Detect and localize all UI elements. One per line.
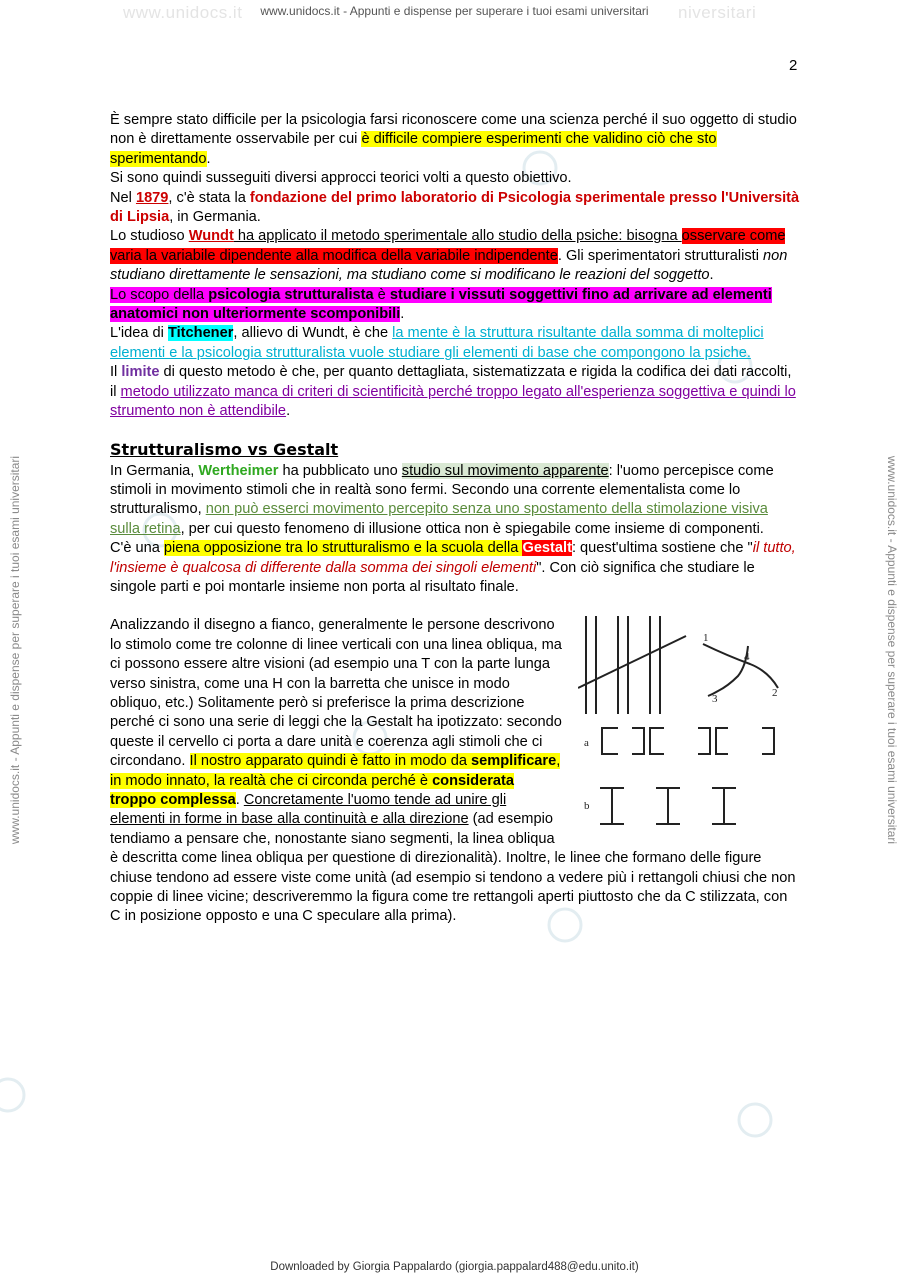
gestalt-label: Gestalt (522, 540, 572, 557)
paragraph: Si sono quindi susseguiti diversi approcci teorici volti a questo obiettivo. (110, 170, 572, 187)
name-wundt: Wundt (188, 228, 234, 245)
page-number: 2 (789, 57, 798, 74)
figure-label-a: a (584, 737, 589, 750)
paragraph: Lo studioso Wundt ha applicato il metodo sperimentale allo studio della psiche: bisogna osservare come varia la variabile dipendente alla modifica della variabile indipendente. Gli sperimentatori strutturalisti non studiano direttamente le sensazioni, ma studiano come si modificano le reazioni del soggetto. (110, 228, 788, 284)
figure-number-2: 2 (772, 687, 778, 700)
figure-number-4: 4 (744, 651, 750, 664)
watermark-logo-icon (739, 1104, 771, 1136)
highlight: osservare come varia la variabile dipendente alla modifica della variabile indipendente (110, 228, 786, 264)
paragraph: Lo scopo della psicologia strutturalista è studiare i vissuti soggettivi fino ad arrivare ad elementi anatomici non ulteriormente scomponibili. (110, 286, 772, 323)
watermark-logo-icon (0, 1079, 24, 1111)
ghost-watermark-right: niversitari (678, 3, 757, 22)
header-watermark: www.unidocs.it - Appunti e dispense per superare i tuoi esami universitari (260, 4, 649, 18)
figure-number-1: 1 (703, 632, 709, 645)
paragraph: È sempre stato difficile per la psicologia farsi riconoscere come una scienza perché il suo oggetto di studio non è direttamente osservabile per cui è difficile compiere esperimenti che validino ciò che sto sperimentando. (110, 112, 797, 167)
name-titchener: Titchener (167, 325, 234, 342)
paragraph: L'idea di Titchener, allievo di Wundt, è che la mente è la struttura risultante dalla somma di molteplici elementi e la psicologia strutturalista vuole studiare gli elementi di base che compongono la psiche. (110, 325, 764, 361)
paragraph: In Germania, Wertheimer ha pubblicato uno studio sul movimento apparente: l'uomo percepisce come stimoli in movimento stimoli che in realtà sono fermi. Secondo una corrente elementalista come lo strutturalismo, non può esserci movimento percepito senza uno spostamento della stimolazione visiva sulla retina, per cui questo fenomeno di illusione ottica non è spiegabile come insieme di componenti. (110, 462, 774, 537)
figure-label-b: b (584, 800, 590, 813)
bold-red-text: fondazione del primo laboratorio di Psicologia sperimentale presso l'Università di Lipsia (110, 189, 800, 226)
paragraph: Il limite di questo metodo è che, per quanto dettagliata, sistematizzata e rigida la codifica dei dati raccolti, il metodo utilizzato manca di criteri di scientificità perché troppo legato all'esperienza soggettiva e quindi lo strumento non è attendibile. (110, 364, 796, 420)
download-footer: Downloaded by Giorgia Pappalardo (giorgia.pappalard488@edu.unito.it) (270, 1261, 639, 1273)
document-body (110, 111, 800, 927)
paragraph: Analizzando il disegno a fianco, generalmente le persone descrivono lo stimolo come tre colonne di linee verticali con una linea obliqua, ma ci possono essere altre visioni (ad esempio una T con la parte lunga verso sinistra, come una H con la barretta che unisce in modo obliquo, etc.) Solitamente però si preferisce la prima descrizione perché ci sono una serie di leggi che la Gestalt ha ipotizzato: secondo queste il cervello ci porta a dare unità e coerenza agli stimoli che ci circondano. Il nostro apparato quindi è fatto in modo da semplificare, in modo innato, la realtà che ci circonda perché è considerata troppo complessa. Concretamente l'uomo tende ad unire gli elementi in forme in base alla continuità e alla direzione (ad esempio tendiamo a pensare che, nonostante siano segmenti, la linea obliqua è descritta come linea obliqua per questione di direzionalità). Inoltre, le linee che formano delle figure chiuse tendono ad essere viste come unità (ad esempio si tendono a vedere più i rettangoli chiusi che non coppie di linee vicine; descriveremmo la figura come tre rettangoli aperti piuttosto che da C stilizzata, con C in posizione opposto e una C speculare alla prima). (110, 617, 796, 925)
paragraph: Nel 1879, c'è stata la fondazione del primo laboratorio di Psicologia sperimentale presso l'Università di Lipsia, in Germania. (110, 189, 800, 226)
gestalt-figure (578, 616, 800, 828)
side-watermark-left: www.unidocs.it - Appunti e dispense per superare i tuoi esami universitari (8, 455, 22, 845)
figure-number-3: 3 (712, 693, 718, 706)
section-heading: Strutturalismo vs Gestalt (110, 439, 339, 459)
highlight: è difficile compiere esperimenti che validino ciò che sto sperimentando (110, 131, 717, 167)
name-wertheimer: Wertheimer (198, 462, 279, 479)
ghost-watermark-left: www.unidocs.it (123, 3, 243, 22)
side-watermark-right: www.unidocs.it - Appunti e dispense per superare i tuoi esami universitari (885, 455, 899, 845)
paragraph: C'è una piena opposizione tra lo strutturalismo e la scuola della Gestalt: quest'ultima sostiene che "il tutto, l'insieme è qualcosa di differente dalla somma dei singoli elementi". Con ciò significa che studiare le singole parti e poi montarle insieme non porta al risultato finale. (110, 540, 796, 595)
year-highlight: 1879 (135, 189, 169, 206)
